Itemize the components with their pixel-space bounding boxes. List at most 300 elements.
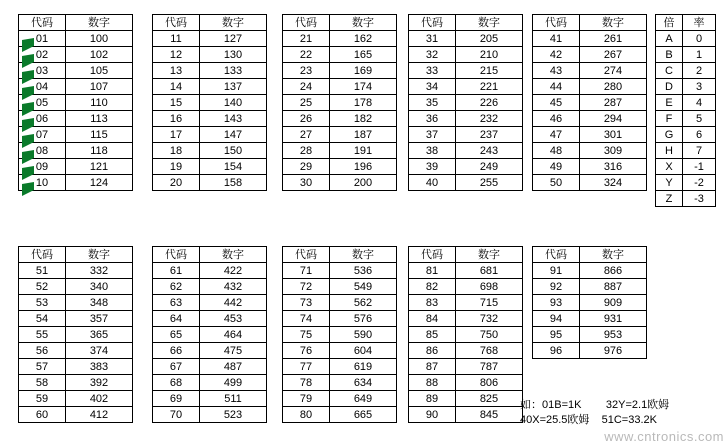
table-row (153, 47, 267, 63)
table-row (283, 175, 397, 191)
table-row (19, 127, 133, 143)
table-row (19, 343, 133, 359)
table-row (19, 47, 133, 63)
header-value: 数字 (580, 247, 647, 263)
cell-code: 76 (283, 343, 330, 359)
cell-code: 81 (409, 263, 456, 279)
cell-code: 96 (533, 343, 580, 359)
cell-letter: C (656, 63, 683, 79)
cell-code: 37 (409, 127, 456, 143)
cell-code: 35 (409, 95, 456, 111)
cell-code: 10 (19, 175, 66, 191)
table-row (19, 63, 133, 79)
table-row (283, 159, 397, 175)
cell-letter: G (656, 127, 683, 143)
table-row (19, 311, 133, 327)
ratio-row (656, 111, 716, 127)
table-row (409, 343, 523, 359)
table-row (533, 279, 647, 295)
code-table-3 (282, 14, 397, 191)
table-row (153, 343, 267, 359)
header-code: 代码 (533, 15, 580, 31)
table-5 (532, 14, 647, 191)
table-row (409, 95, 523, 111)
table-header-row (19, 15, 133, 31)
table-row (19, 295, 133, 311)
table-row (283, 327, 397, 343)
table-row (409, 175, 523, 191)
cell-code: 84 (409, 311, 456, 327)
table-row (153, 31, 267, 47)
cell-value: 294 (580, 111, 647, 127)
cell-code: 50 (533, 175, 580, 191)
table-header-row (533, 247, 647, 263)
header-value: 数字 (200, 15, 267, 31)
cell-value: 324 (580, 175, 647, 191)
example-note-line-2: 40X=25.5欧姆 51C=33.2K (520, 414, 657, 426)
table-row (409, 279, 523, 295)
header-code: 代码 (153, 247, 200, 263)
table-row (533, 159, 647, 175)
table-3 (282, 14, 397, 191)
cell-value: 787 (456, 359, 523, 375)
header-code: 代码 (153, 15, 200, 31)
cell-value: 442 (200, 295, 267, 311)
cell-code: 30 (283, 175, 330, 191)
header-code: 代码 (19, 247, 66, 263)
table-row (409, 159, 523, 175)
table-row (409, 391, 523, 407)
table-row (409, 407, 523, 423)
cell-code: 41 (533, 31, 580, 47)
table-row (533, 263, 647, 279)
table-row (153, 359, 267, 375)
cell-code: 61 (153, 263, 200, 279)
cell-value: 332 (66, 263, 133, 279)
cell-value: 226 (456, 95, 523, 111)
cell-code: 71 (283, 263, 330, 279)
cell-value: 200 (330, 175, 397, 191)
cell-code: 17 (153, 127, 200, 143)
cell-value: 511 (200, 391, 267, 407)
code-table-9 (408, 246, 523, 423)
table-row (153, 295, 267, 311)
table-row (19, 159, 133, 175)
cell-value: 267 (580, 47, 647, 63)
table-row (19, 143, 133, 159)
cell-value: 392 (66, 375, 133, 391)
table-row (533, 127, 647, 143)
cell-code: 89 (409, 391, 456, 407)
cell-value: 115 (66, 127, 133, 143)
header-value: 数字 (580, 15, 647, 31)
cell-code: 27 (283, 127, 330, 143)
table-row (19, 391, 133, 407)
code-table-1 (18, 14, 133, 191)
cell-value: 536 (330, 263, 397, 279)
table-row (19, 175, 133, 191)
table-row (533, 95, 647, 111)
cell-code: 08 (19, 143, 66, 159)
table-row (533, 63, 647, 79)
example-note-line-1: 如：01B=1K 32Y=2.1欧姆 (520, 399, 670, 411)
table-row (19, 375, 133, 391)
table-row (283, 279, 397, 295)
cell-value: 232 (456, 111, 523, 127)
table-row (409, 375, 523, 391)
code-table-8 (282, 246, 397, 423)
cell-code: 74 (283, 311, 330, 327)
table-row (533, 343, 647, 359)
cell-value: 102 (66, 47, 133, 63)
cell-code: 82 (409, 279, 456, 295)
cell-value: 100 (66, 31, 133, 47)
table-1 (18, 14, 133, 191)
cell-code: 57 (19, 359, 66, 375)
cell-code: 73 (283, 295, 330, 311)
cell-code: 26 (283, 111, 330, 127)
cell-code: 68 (153, 375, 200, 391)
cell-value: 383 (66, 359, 133, 375)
table-row (409, 327, 523, 343)
table-row (153, 327, 267, 343)
cell-value: 931 (580, 311, 647, 327)
table-row (153, 111, 267, 127)
cell-letter: F (656, 111, 683, 127)
table-row (283, 111, 397, 127)
table-row (283, 63, 397, 79)
cell-code: 14 (153, 79, 200, 95)
cell-value: 130 (200, 47, 267, 63)
table-row (409, 143, 523, 159)
cell-code: 72 (283, 279, 330, 295)
cell-value: 174 (330, 79, 397, 95)
cell-exp: -2 (683, 175, 716, 191)
table-row (19, 407, 133, 423)
header-code: 代码 (19, 15, 66, 31)
ratio-row (656, 79, 716, 95)
cell-code: 93 (533, 295, 580, 311)
cell-value: 806 (456, 375, 523, 391)
table-row (409, 311, 523, 327)
cell-value: 340 (66, 279, 133, 295)
cell-value: 255 (456, 175, 523, 191)
cell-value: 243 (456, 143, 523, 159)
cell-value: 137 (200, 79, 267, 95)
cell-value: 976 (580, 343, 647, 359)
cell-value: 124 (66, 175, 133, 191)
cell-code: 07 (19, 127, 66, 143)
cell-code: 53 (19, 295, 66, 311)
table-row (409, 111, 523, 127)
cell-code: 22 (283, 47, 330, 63)
table-row (19, 111, 133, 127)
ratio-row (656, 63, 716, 79)
cell-value: 105 (66, 63, 133, 79)
cell-code: 85 (409, 327, 456, 343)
table-10 (532, 246, 647, 359)
cell-value: 110 (66, 95, 133, 111)
cell-value: 143 (200, 111, 267, 127)
cell-value: 127 (200, 31, 267, 47)
table-row (533, 79, 647, 95)
cell-value: 196 (330, 159, 397, 175)
cell-value: 576 (330, 311, 397, 327)
cell-value: 681 (456, 263, 523, 279)
cell-value: 237 (456, 127, 523, 143)
cell-code: 13 (153, 63, 200, 79)
table-row (19, 279, 133, 295)
cell-code: 90 (409, 407, 456, 423)
table-row (283, 311, 397, 327)
table-row (533, 311, 647, 327)
table-header-row (19, 247, 133, 263)
cell-value: 402 (66, 391, 133, 407)
cell-code: 12 (153, 47, 200, 63)
cell-value: 866 (580, 263, 647, 279)
cell-value: 178 (330, 95, 397, 111)
header-value: 数字 (330, 15, 397, 31)
cell-code: 44 (533, 79, 580, 95)
cell-code: 83 (409, 295, 456, 311)
table-row (153, 95, 267, 111)
cell-exp: 1 (683, 47, 716, 63)
cell-value: 549 (330, 279, 397, 295)
table-row (283, 375, 397, 391)
ratio-row (656, 143, 716, 159)
table-row (153, 159, 267, 175)
cell-code: 28 (283, 143, 330, 159)
cell-code: 42 (533, 47, 580, 63)
cell-code: 23 (283, 63, 330, 79)
table-header-row (409, 15, 523, 31)
cell-value: 562 (330, 295, 397, 311)
table-row (19, 263, 133, 279)
ratio-row (656, 175, 716, 191)
cell-code: 02 (19, 47, 66, 63)
cell-code: 79 (283, 391, 330, 407)
cell-letter: H (656, 143, 683, 159)
header-value: 数字 (200, 247, 267, 263)
cell-value: 374 (66, 343, 133, 359)
table-row (153, 407, 267, 423)
ratio-row (656, 191, 716, 207)
table-2 (152, 14, 267, 191)
table-row (409, 127, 523, 143)
cell-letter: Y (656, 175, 683, 191)
cell-code: 52 (19, 279, 66, 295)
cell-code: 94 (533, 311, 580, 327)
cell-code: 05 (19, 95, 66, 111)
table-row (153, 391, 267, 407)
table-row (283, 79, 397, 95)
cell-code: 38 (409, 143, 456, 159)
cell-exp: 5 (683, 111, 716, 127)
table-row (153, 63, 267, 79)
cell-letter: A (656, 31, 683, 47)
cell-value: 432 (200, 279, 267, 295)
cell-code: 34 (409, 79, 456, 95)
table-header-row (533, 15, 647, 31)
header-value: 数字 (456, 247, 523, 263)
cell-code: 29 (283, 159, 330, 175)
cell-code: 06 (19, 111, 66, 127)
table-9 (408, 246, 523, 423)
ratio-row (656, 31, 716, 47)
cell-value: 649 (330, 391, 397, 407)
table-4 (408, 14, 523, 191)
cell-value: 140 (200, 95, 267, 111)
cell-code: 54 (19, 311, 66, 327)
cell-value: 487 (200, 359, 267, 375)
cell-value: 715 (456, 295, 523, 311)
cell-code: 55 (19, 327, 66, 343)
cell-value: 133 (200, 63, 267, 79)
table-row (283, 407, 397, 423)
cell-value: 215 (456, 63, 523, 79)
cell-code: 49 (533, 159, 580, 175)
cell-value: 280 (580, 79, 647, 95)
cell-value: 825 (456, 391, 523, 407)
ratio-table (655, 14, 716, 207)
cell-value: 768 (456, 343, 523, 359)
cell-code: 86 (409, 343, 456, 359)
cell-value: 604 (330, 343, 397, 359)
cell-value: 698 (456, 279, 523, 295)
cell-value: 221 (456, 79, 523, 95)
cell-code: 95 (533, 327, 580, 343)
table-7 (152, 246, 267, 423)
cell-code: 18 (153, 143, 200, 159)
cell-code: 66 (153, 343, 200, 359)
site-watermark: www.cntronics.com (604, 429, 724, 444)
cell-value: 590 (330, 327, 397, 343)
header-value: 数字 (330, 247, 397, 263)
table-row (153, 263, 267, 279)
ratio-row (656, 159, 716, 175)
table-8 (282, 246, 397, 423)
cell-code: 24 (283, 79, 330, 95)
cell-value: 348 (66, 295, 133, 311)
table-row (283, 127, 397, 143)
cell-code: 80 (283, 407, 330, 423)
cell-code: 40 (409, 175, 456, 191)
cell-value: 169 (330, 63, 397, 79)
cell-value: 165 (330, 47, 397, 63)
table-row (533, 111, 647, 127)
code-table-4 (408, 14, 523, 191)
cell-value: 732 (456, 311, 523, 327)
cell-code: 20 (153, 175, 200, 191)
cell-code: 21 (283, 31, 330, 47)
cell-value: 453 (200, 311, 267, 327)
cell-value: 909 (580, 295, 647, 311)
table-row (533, 327, 647, 343)
cell-code: 60 (19, 407, 66, 423)
table-row (533, 47, 647, 63)
cell-value: 475 (200, 343, 267, 359)
ratio-row (656, 95, 716, 111)
cell-code: 64 (153, 311, 200, 327)
cell-code: 91 (533, 263, 580, 279)
table-row (283, 95, 397, 111)
ratio-row (656, 47, 716, 63)
cell-value: 182 (330, 111, 397, 127)
table-row (283, 359, 397, 375)
cell-letter: B (656, 47, 683, 63)
cell-value: 274 (580, 63, 647, 79)
cell-exp: -3 (683, 191, 716, 207)
table-row (283, 143, 397, 159)
cell-code: 31 (409, 31, 456, 47)
cell-value: 464 (200, 327, 267, 343)
cell-value: 887 (580, 279, 647, 295)
multiplier-table (655, 14, 716, 207)
table-row (153, 175, 267, 191)
table-row (153, 143, 267, 159)
cell-value: 845 (456, 407, 523, 423)
cell-value: 121 (66, 159, 133, 175)
cell-value: 619 (330, 359, 397, 375)
cell-value: 634 (330, 375, 397, 391)
table-header-row (283, 247, 397, 263)
header-value: 数字 (456, 15, 523, 31)
table-row (283, 47, 397, 63)
code-table-10 (532, 246, 647, 359)
cell-code: 01 (19, 31, 66, 47)
header-multiplier-value: 率 (683, 15, 716, 31)
table-row (19, 359, 133, 375)
cell-value: 357 (66, 311, 133, 327)
table-row (153, 79, 267, 95)
table-row (409, 359, 523, 375)
cell-code: 09 (19, 159, 66, 175)
table-row (409, 79, 523, 95)
cell-exp: -1 (683, 159, 716, 175)
cell-value: 154 (200, 159, 267, 175)
cell-value: 205 (456, 31, 523, 47)
cell-code: 15 (153, 95, 200, 111)
table-row (19, 327, 133, 343)
table-row (283, 391, 397, 407)
table-row (533, 143, 647, 159)
cell-value: 309 (580, 143, 647, 159)
cell-value: 750 (456, 327, 523, 343)
cell-value: 301 (580, 127, 647, 143)
cell-value: 365 (66, 327, 133, 343)
table-row (283, 295, 397, 311)
cell-letter: E (656, 95, 683, 111)
cell-code: 25 (283, 95, 330, 111)
cell-value: 147 (200, 127, 267, 143)
table-row (409, 295, 523, 311)
table-6 (18, 246, 133, 423)
cell-value: 158 (200, 175, 267, 191)
cell-code: 67 (153, 359, 200, 375)
table-row (19, 95, 133, 111)
cell-exp: 3 (683, 79, 716, 95)
table-header-row (409, 247, 523, 263)
table-row (409, 63, 523, 79)
table-row (19, 79, 133, 95)
cell-code: 88 (409, 375, 456, 391)
cell-code: 87 (409, 359, 456, 375)
cell-code: 32 (409, 47, 456, 63)
cell-value: 523 (200, 407, 267, 423)
cell-letter: X (656, 159, 683, 175)
cell-value: 422 (200, 263, 267, 279)
ratio-row (656, 127, 716, 143)
